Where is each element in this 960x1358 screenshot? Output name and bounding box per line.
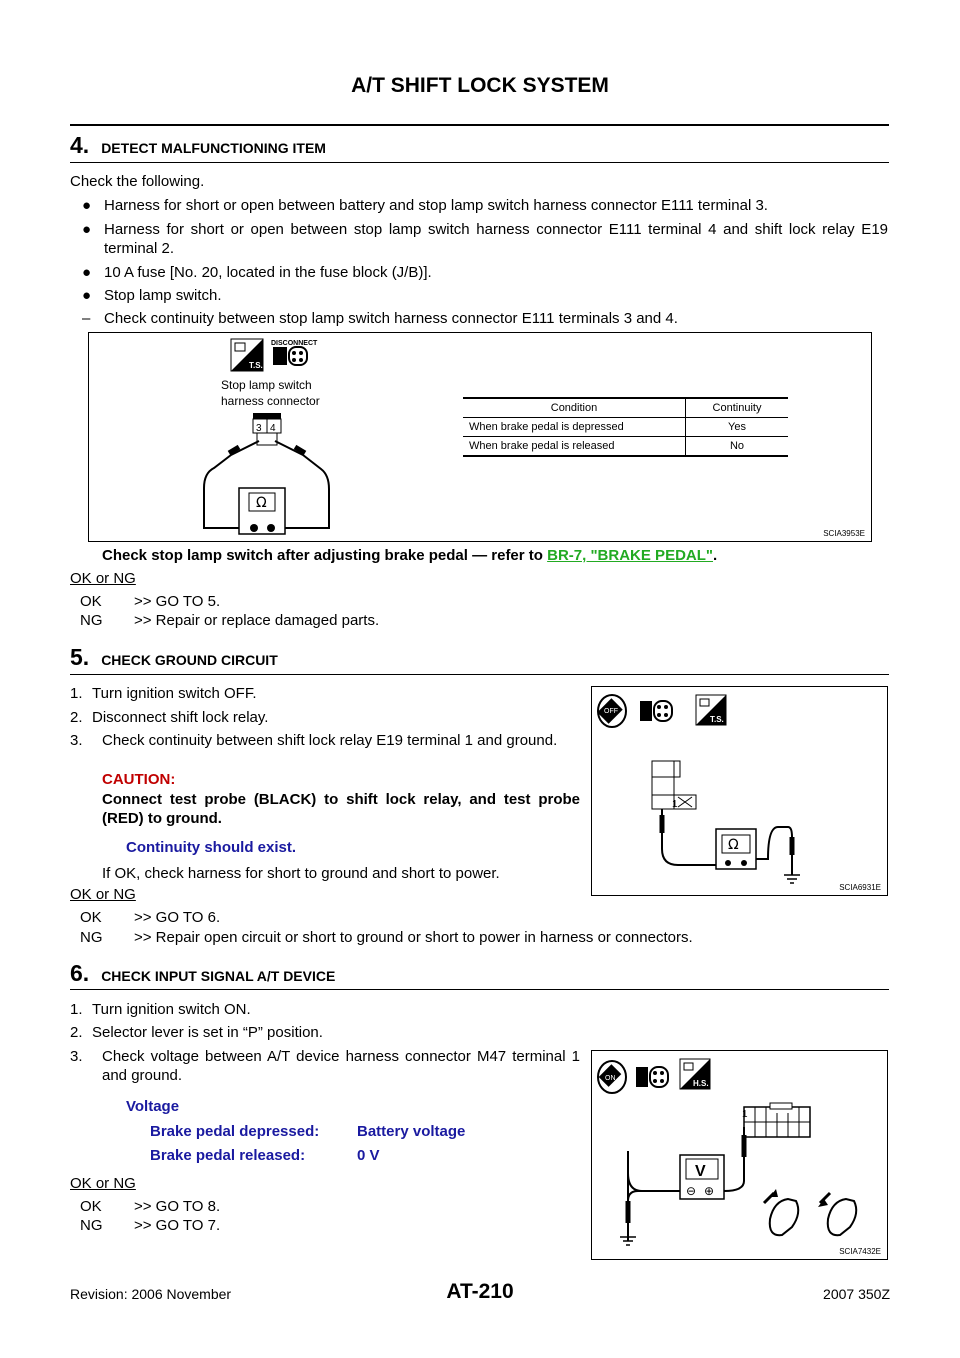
svg-text:OFF: OFF (604, 708, 618, 715)
section-6-heading (70, 960, 335, 987)
bullet-icon: ● (82, 197, 92, 214)
voltage-spec-label: Voltage (126, 1098, 180, 1115)
voltage-spec-value: 0 V (357, 1147, 380, 1164)
stop-lamp-switch-figure (88, 332, 872, 542)
section-6-rule (70, 989, 889, 990)
step-item: 3. Check voltage between A/T device harness connector M47 terminal 1 and ground. (70, 1048, 580, 1084)
sub-bullet-item: – Check continuity between stop lamp switch harness connector E111 terminals 3 and 4. (82, 310, 678, 327)
connector-label-line2: harness connector (221, 394, 320, 408)
section-4-title: DETECT MALFUNCTIONING ITEM (101, 140, 326, 156)
brake-pedal-released-icon (818, 1193, 856, 1235)
stop-lamp-connector (253, 413, 281, 445)
model-text: 2007 350Z (823, 1286, 890, 1302)
ohmmeter-icon (716, 829, 756, 869)
caution-label: CAUTION: (102, 771, 176, 788)
step-item: 1. Turn ignition switch ON. (70, 1001, 251, 1018)
ohmmeter-icon (239, 488, 285, 534)
svg-text:ON: ON (605, 1075, 616, 1082)
section-6-number: 6. (70, 960, 90, 986)
at-device-connector (742, 1103, 810, 1137)
brake-pedal-link[interactable]: BR-7, "BRAKE PEDAL" (547, 547, 714, 564)
svg-text:Ω: Ω (728, 837, 739, 853)
section-4-number: 4. (70, 132, 90, 158)
voltage-spec-condition: Brake pedal depressed: (150, 1123, 320, 1140)
section-5-heading (70, 644, 278, 671)
bullet-item: ● Stop lamp switch. (82, 287, 222, 304)
bullet-item: ● 10 A fuse [No. 20, located in the fuse block (J/B)]. (82, 264, 432, 281)
svg-text:DISCONNECT: DISCONNECT (271, 340, 318, 347)
voltage-spec-condition: Brake pedal released: (150, 1147, 306, 1164)
section-5-number: 5. (70, 644, 90, 670)
svg-text:1: 1 (742, 1109, 748, 1120)
dash-icon: – (82, 310, 91, 327)
section-6-ok-result: OK >> GO TO 8. (80, 1198, 221, 1215)
figure-id: SCIA3953E (823, 529, 865, 538)
disconnect-icon (640, 701, 672, 721)
input-signal-diagram (592, 1051, 887, 1259)
svg-text:T.S.: T.S. (249, 361, 263, 370)
section-4-rule (70, 162, 889, 163)
svg-text:1: 1 (672, 799, 678, 810)
header-rule (70, 124, 889, 126)
step-item: 3. Check continuity between shift lock relay E19 terminal 1 and ground. (70, 732, 558, 749)
figure-id: SCIA7432E (839, 1247, 881, 1256)
section-6-title: CHECK INPUT SIGNAL A/T DEVICE (101, 968, 336, 984)
section-4-heading (70, 132, 326, 159)
input-signal-figure (591, 1050, 888, 1260)
svg-text:⊖: ⊖ (686, 1184, 697, 1198)
bullet-icon: ● (82, 221, 92, 238)
ground-circuit-figure (591, 686, 888, 896)
section-4-okng: OK or NG (70, 570, 136, 587)
section-5-title: CHECK GROUND CIRCUIT (101, 652, 278, 668)
brake-pedal-depressed-icon (764, 1189, 798, 1235)
page-title: A/T SHIFT LOCK SYSTEM (351, 74, 609, 97)
section-6-ng-result: NG >> GO TO 7. (80, 1217, 221, 1234)
svg-text:Ω: Ω (256, 495, 267, 511)
voltage-spec-value: Battery voltage (357, 1123, 466, 1140)
section-5-ok-result: OK >> GO TO 6. (80, 909, 221, 926)
table-row: When brake pedal is released No (463, 437, 788, 457)
svg-text:H.S.: H.S. (693, 1079, 709, 1088)
svg-text:V: V (695, 1163, 706, 1180)
connector-label-line1: Stop lamp switch (221, 378, 312, 392)
ts-icon (231, 339, 263, 371)
step-item: 2. Selector lever is set in “P” position. (70, 1024, 323, 1041)
continuity-table (463, 397, 788, 457)
section-4-note: Check stop lamp switch after adjusting brake pedal — refer to BR-7, "BRAKE PEDAL". (102, 547, 718, 564)
page-number: AT-210 (446, 1280, 514, 1303)
table-header-row: Condition Continuity (463, 398, 788, 418)
voltmeter-icon (680, 1155, 724, 1199)
step-item: 1. Turn ignition switch OFF. (70, 685, 257, 702)
bullet-icon: ● (82, 264, 92, 281)
svg-text:3: 3 (256, 423, 262, 434)
svg-text:T.S.: T.S. (710, 715, 724, 724)
ignition-on-icon (598, 1061, 626, 1093)
disconnect-icon (271, 340, 318, 365)
bullet-item: ● Harness for short or open between stop lamp switch harness connector E111 terminal 4 and shift lock relay E19 terminal 2. (82, 221, 888, 257)
relay-connector (652, 761, 696, 810)
table-row: When brake pedal is depressed Yes (463, 418, 788, 437)
section-4-intro: Check the following. (70, 173, 205, 190)
continuity-spec: Continuity should exist. (126, 839, 297, 856)
section-5-rule (70, 674, 889, 675)
bullet-item: ● Harness for short or open between battery and stop lamp switch harness connector E111 terminal 3. (82, 197, 768, 214)
ignition-off-icon (597, 695, 626, 727)
section-4-ng-result: NG >> Repair or replace damaged parts. (80, 612, 380, 629)
ground-symbol-icon (784, 875, 800, 883)
revision-text: Revision: 2006 November (70, 1286, 232, 1302)
svg-text:⊕: ⊕ (704, 1184, 715, 1198)
connector-icon (636, 1067, 668, 1087)
ground-circuit-diagram (592, 687, 887, 895)
caution-text: Connect test probe (BLACK) to shift lock relay, and test probe (RED) to ground. (102, 791, 580, 827)
bullet-icon: ● (82, 287, 92, 304)
section-5-okng: OK or NG (70, 886, 136, 903)
section-4-ok-result: OK >> GO TO 5. (80, 593, 221, 610)
section-6-okng: OK or NG (70, 1175, 136, 1192)
hs-icon (680, 1059, 710, 1089)
ts-icon (696, 695, 726, 725)
step-item: 2. Disconnect shift lock relay. (70, 709, 269, 726)
svg-text:4: 4 (270, 423, 276, 434)
figure-id: SCIA6931E (839, 883, 881, 892)
section-5-after-text: If OK, check harness for short to ground and short to power. (102, 865, 500, 882)
section-5-ng-result: NG >> Repair open circuit or short to ground or short to power in harness or connectors. (80, 929, 693, 946)
